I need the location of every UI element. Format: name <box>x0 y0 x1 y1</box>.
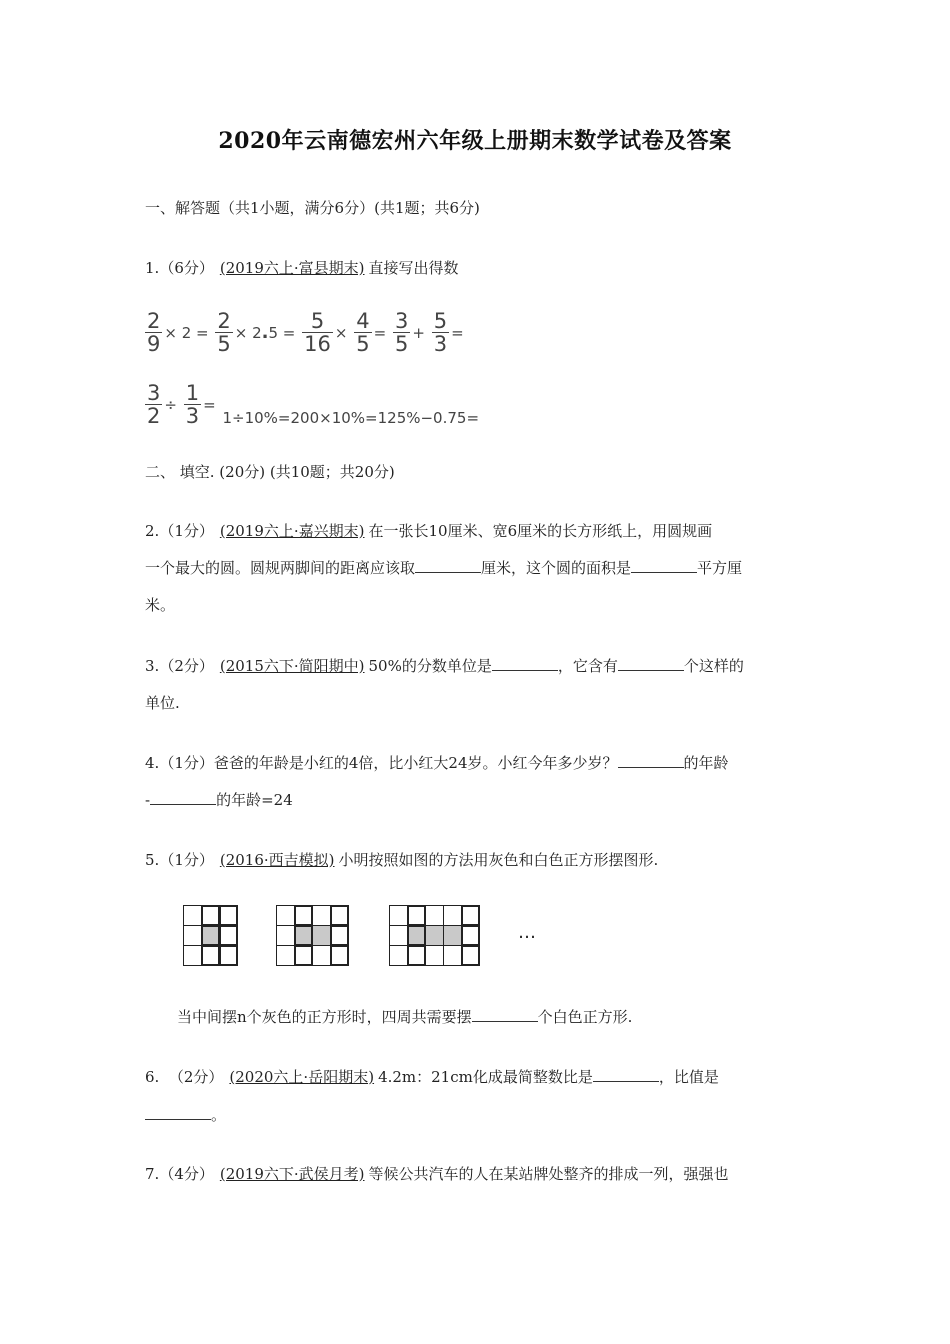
fraction: $\frac{5}{3}$ <box>433 309 448 356</box>
white-square <box>201 905 220 926</box>
white-square <box>183 925 202 946</box>
white-square <box>219 945 238 966</box>
white-square <box>443 945 462 966</box>
white-square <box>330 945 349 966</box>
fraction: $\frac{3}{2}$ <box>147 381 161 428</box>
question-2-line-3: 米。 <box>145 596 176 614</box>
question-6-line-2: 。 <box>145 1104 226 1125</box>
question-5-prompt: 当中间摆n个灰色的正方形时，四周共需要摆 个白色正方形. <box>177 1008 633 1026</box>
white-square <box>461 945 480 966</box>
white-square <box>330 905 349 926</box>
answer-blank[interactable] <box>593 1067 659 1082</box>
question-7: 7.（4分） (2019六下·武侯月考) 等候公共汽车的人在某站牌处整齐的排成一列，强强也 <box>145 1165 729 1183</box>
fraction: $\frac{4}{5}$ <box>356 309 370 356</box>
question-6: 6. （2分） (2020六上·岳阳期末) 4.2m：21cm化成最简整数比是 ，比值是 <box>145 1068 719 1086</box>
white-square <box>183 945 202 966</box>
white-square <box>294 905 313 926</box>
question-source-link[interactable]: (2020六上·岳阳期末) <box>229 1068 375 1086</box>
white-square <box>407 945 426 966</box>
white-square <box>330 925 349 946</box>
white-square <box>219 905 238 926</box>
white-square <box>425 945 444 966</box>
gray-square <box>312 925 331 946</box>
gray-square <box>425 925 444 946</box>
gray-square <box>443 925 462 946</box>
section-heading-1: 一、解答题（共1小题，满分6分）(共1题；共6分) <box>145 199 480 217</box>
question-source-link[interactable]: (2019六上·嘉兴期末) <box>219 522 365 540</box>
question-source-link[interactable]: (2019六上·富县期末) <box>219 259 365 277</box>
white-square <box>183 905 202 926</box>
fraction: $\frac{3}{5}$ <box>394 309 409 356</box>
white-square <box>389 925 408 946</box>
white-square <box>312 945 331 966</box>
white-square <box>276 945 295 966</box>
question-1: 1.（6分） (2019六上·富县期末) 直接写出得数 <box>145 259 459 277</box>
white-square <box>219 925 238 946</box>
white-square <box>425 905 444 926</box>
white-square <box>294 945 313 966</box>
white-square <box>312 905 331 926</box>
white-square <box>461 925 480 946</box>
fraction: $\frac{2}{9}$ <box>147 309 161 356</box>
white-square <box>443 905 462 926</box>
question-source-link[interactable]: (2015六下·简阳期中) <box>219 657 365 675</box>
white-square <box>389 905 408 926</box>
answer-blank[interactable] <box>145 1105 211 1120</box>
answer-blank[interactable] <box>618 656 684 671</box>
gray-square <box>407 925 426 946</box>
white-square <box>389 945 408 966</box>
question-5: 5.（1分） (2016·西吉模拟) 小明按照如图的方法用灰色和白色正方形摆图形. <box>145 851 659 869</box>
question-3: 3.（2分） (2015六下·简阳期中) 50%的分数单位是 ，它含有 个这样的 <box>145 657 744 675</box>
gray-square <box>294 925 313 946</box>
question-3-line-2: 单位. <box>145 694 180 712</box>
question-4: 4.（1分）爸爸的年龄是小红的4倍，比小红大24岁。小红今年多少岁？ 的年龄 <box>145 754 729 772</box>
white-square <box>201 945 220 966</box>
answer-blank[interactable] <box>415 558 481 573</box>
answer-blank[interactable] <box>631 558 697 573</box>
fraction: $\frac{5}{16}$ <box>304 309 331 356</box>
fraction: $\frac{1}{3}$ <box>185 381 200 428</box>
answer-blank[interactable] <box>472 1007 538 1022</box>
section-heading-2: 二、 填空. (20分) (共10题；共20分) <box>145 463 395 481</box>
ellipsis: … <box>518 922 536 943</box>
question-2-line-2: 一个最大的圆。圆规两脚间的距离应该取 厘米，这个圆的面积是 平方厘 <box>145 559 743 577</box>
answer-blank[interactable] <box>618 753 684 768</box>
white-square <box>276 925 295 946</box>
white-square <box>276 905 295 926</box>
white-square <box>461 905 480 926</box>
question-2: 2.（1分） (2019六上·嘉兴期末) 在一张长10厘米、宽6厘米的长方形纸上，用圆规画 <box>145 522 713 540</box>
gray-square <box>201 925 220 946</box>
question-source-link[interactable]: (2016·西吉模拟) <box>219 851 335 869</box>
question-source-link[interactable]: (2019六下·武侯月考) <box>219 1165 365 1183</box>
math-row-1: $\frac{2}{9}$ × 2 = $\frac{2}{5}$ × 2.5 = $\frac{5}{16}$ × $\frac{4}{5}$ = $\frac{3}{5}$ + $\frac{5}{3}$ = <box>147 309 464 356</box>
fraction: $\frac{2}{5}$ <box>217 309 231 356</box>
answer-blank[interactable] <box>150 790 216 805</box>
question-4-line-2: - 的年龄=24 <box>145 791 293 809</box>
page-title: 2020年云南德宏州六年级上册期末数学试卷及答案 <box>218 128 732 154</box>
answer-blank[interactable] <box>492 656 558 671</box>
math-row-2: $\frac{3}{2}$ ÷ $\frac{1}{3}$ = 1÷10%=200×10%=125%−0.75= <box>147 381 480 428</box>
white-square <box>407 905 426 926</box>
